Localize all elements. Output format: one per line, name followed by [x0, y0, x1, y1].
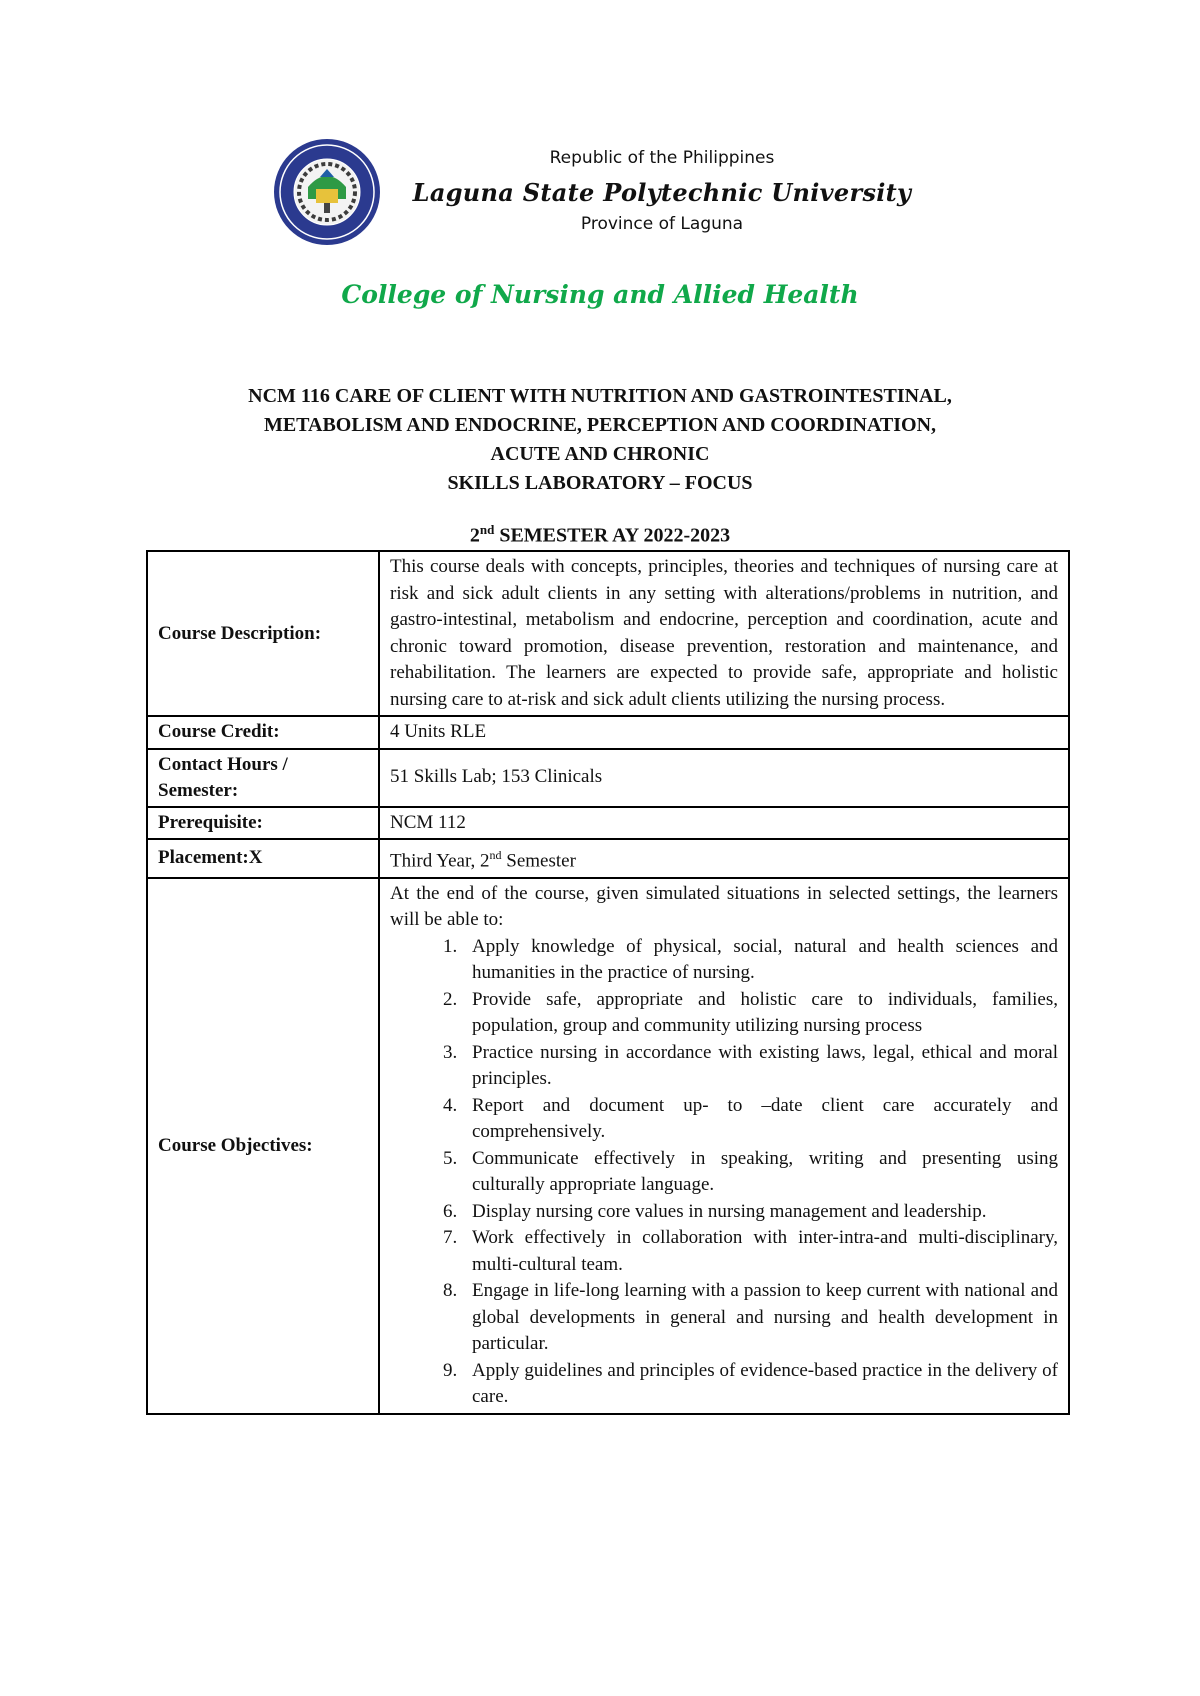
credit-label: Course Credit:: [147, 716, 379, 749]
objectives-intro: At the end of the course, given simulated situations in selected settings, the learners will be able to:: [390, 882, 1058, 931]
placement-ordinal: nd: [489, 848, 502, 862]
title-line-2: METABOLISM AND ENDOCRINE, PERCEPTION AND COORDINATION,: [263, 414, 937, 436]
title-line-1: NCM 116 CARE OF CLIENT WITH NUTRITION AND GASTROINTESTINAL,: [248, 385, 952, 407]
placement-label: Placement:X: [147, 839, 379, 878]
semester-heading: [0, 522, 1200, 548]
title-line-3: ACUTE AND CHRONIC: [490, 443, 710, 465]
semester-ordinal: nd: [479, 522, 495, 537]
title-line-4: SKILLS LABORATORY – FOCUS: [447, 472, 753, 494]
hours-label: [147, 749, 379, 807]
table-row: [147, 807, 1069, 840]
placement-value: [379, 839, 1069, 878]
prereq-label: Prerequisite:: [147, 807, 379, 840]
university-seal-icon: [272, 137, 382, 247]
list-item: 6. Display nursing core values in nursing management and leadership.: [462, 1199, 1058, 1226]
province-line: Province of Laguna: [580, 214, 744, 234]
hours-label-line-2: Semester:: [158, 779, 239, 801]
list-item: 5. Communicate effectively in speaking, writing and presenting using culturally appropriate language.: [462, 1146, 1058, 1199]
list-item: 3. Practice nursing in accordance with existing laws, legal, ethical and moral principles.: [462, 1040, 1058, 1093]
list-item: 9. Apply guidelines and principles of evidence-based practice in the delivery of care.: [462, 1358, 1058, 1411]
table-row: [147, 749, 1069, 807]
university-name: Laguna State Polytechnic University: [412, 178, 912, 207]
objectives-list: [390, 934, 1058, 1411]
credit-value: 4 Units RLE: [379, 716, 1069, 749]
placement-year: Third Year, 2: [390, 850, 490, 872]
table-row: [147, 878, 1069, 1414]
college-name: College of Nursing and Allied Health: [341, 280, 859, 309]
hours-value: 51 Skills Lab; 153 Clinicals: [379, 749, 1069, 807]
republic-line: Republic of the Philippines: [549, 148, 775, 168]
description-value: This course deals with concepts, principles, theories and techniques of nursing care at risk and sick adult clients in any setting with alterations/problems in nutrition, and gastro-intestinal, metabolism and endocrine, perception and coordination, acute and chronic toward promotion, disease prevention, restoration and maintenance, and rehabilitation. The learners are expected to provide safe, appropriate and holistic nursing care to at-risk and sick adult clients utilizing the nursing process.: [379, 551, 1069, 716]
course-title: [0, 382, 1200, 498]
hours-label-line-1: Contact Hours /: [158, 753, 288, 775]
semester-number: 2: [469, 524, 480, 547]
table-row: [147, 839, 1069, 878]
list-item: 2. Provide safe, appropriate and holistic care to individuals, families, population, group and community utilizing nursing process: [462, 987, 1058, 1040]
letterhead: [0, 0, 1200, 270]
prereq-value: NCM 112: [379, 807, 1069, 840]
table-row: [147, 716, 1069, 749]
course-table: [146, 550, 1070, 1415]
objectives-value: [379, 878, 1069, 1414]
semester-text: SEMESTER AY 2022-2023: [494, 524, 731, 547]
list-item: 4. Report and document up- to –date client care accurately and comprehensively.: [462, 1093, 1058, 1146]
list-item: 1. Apply knowledge of physical, social, natural and health sciences and humanities in the practice of nursing.: [462, 934, 1058, 987]
list-item: 7. Work effectively in collaboration with inter-intra-and multi-disciplinary, multi-cultural team.: [462, 1225, 1058, 1278]
description-label: Course Description:: [147, 551, 379, 716]
list-item: 8. Engage in life-long learning with a passion to keep current with national and global developments in general and nursing and health development in particular.: [462, 1278, 1058, 1358]
placement-semester: Semester: [501, 850, 576, 872]
table-row: [147, 551, 1069, 716]
objectives-label: Course Objectives:: [147, 878, 379, 1414]
